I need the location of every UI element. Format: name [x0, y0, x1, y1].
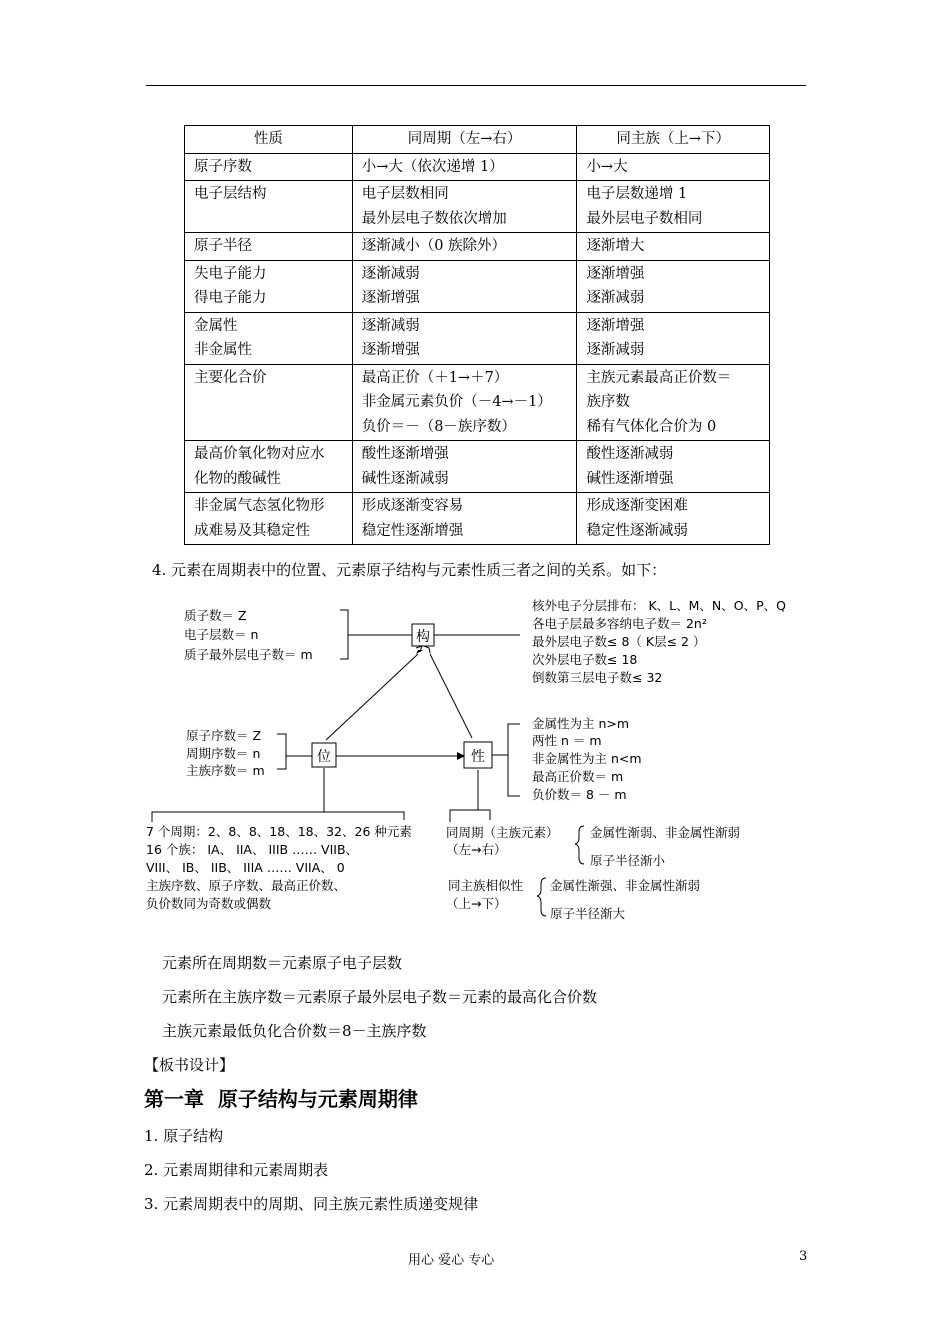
table-cell: 小→大	[577, 153, 770, 181]
label-shell-arrangement: 核外电子分层排布： K、L、M、N、O、P、Q	[532, 598, 786, 613]
table-cell: 原子半径	[185, 233, 353, 261]
table-cell: 最高价氧化物对应水 化物的酸碱性	[185, 441, 353, 493]
label-period-number: 周期序数＝ n	[186, 746, 261, 761]
table-cell: 形成逐渐变容易 稳定性逐渐增强	[352, 493, 577, 545]
node-structure: 构	[416, 629, 430, 645]
outline-item: 2. 元素周期律和元素周期表	[144, 1161, 329, 1179]
table-cell: 金属性 非金属性	[185, 312, 353, 364]
table-cell: 形成逐渐变困难 稳定性逐渐减弱	[577, 493, 770, 545]
outline-item: 1. 原子结构	[144, 1127, 224, 1145]
table-cell: 主族元素最高正价数＝ 族序数 稀有气体化合价为 0	[577, 364, 770, 441]
label-parity-rule-cont: 负价数同为奇数或偶数	[146, 896, 272, 911]
label-group-trend-1: 金属性渐强、非金属性渐弱	[550, 878, 701, 893]
label-third-outer-max: 倒数第三层电子数≤ 32	[532, 670, 663, 685]
table-cell: 原子序数	[185, 153, 353, 181]
label-parity-rule: 主族序数、原子序数、最高正价数、	[146, 878, 347, 893]
properties-table	[184, 125, 770, 545]
label-atomic-number: 原子序数＝ Z	[186, 728, 262, 743]
table-header: 同周期（左→右）	[352, 126, 577, 154]
table-cell: 逐渐减小（0 族除外）	[352, 233, 577, 261]
label-metallic: 金属性为主 n>m	[532, 716, 630, 731]
label-sixteen-groups: 16 个族： IA、 IIA、 IIIB …… VIIB、	[146, 842, 359, 857]
label-nonmetallic: 非金属性为主 n<m	[532, 751, 642, 766]
table-header: 同主族（上→下）	[577, 126, 770, 154]
label-same-period: 同周期（主族元素）	[446, 825, 559, 840]
chapter-title: 第一章 原子结构与元素周期律	[144, 1087, 418, 1111]
table-cell: 酸性逐渐减弱 碱性逐渐增强	[577, 441, 770, 493]
table-cell: 逐渐增强 逐渐减弱	[577, 260, 770, 312]
table-row	[185, 233, 770, 261]
label-outer-electrons: 质子最外层电子数＝ m	[184, 647, 313, 662]
label-group-trend-2: 原子半径渐大	[550, 906, 626, 920]
table-cell: 逐渐增大	[577, 233, 770, 261]
label-seven-periods: 7 个周期：2、8、8、18、18、32、26 种元素	[146, 824, 412, 839]
board-design-label: 【板书设计】	[144, 1056, 235, 1074]
table-row	[185, 181, 770, 233]
table-cell: 逐渐减弱 逐渐增强	[352, 312, 577, 364]
table-cell: 电子层结构	[185, 181, 353, 233]
table-cell: 失电子能力 得电子能力	[185, 260, 353, 312]
label-left-to-right: （左→右）	[446, 842, 507, 857]
table-cell: 主要化合价	[185, 364, 353, 441]
label-electron-shells: 电子层数＝ n	[184, 627, 259, 642]
label-period-trend-2: 原子半径渐小	[590, 853, 666, 868]
label-amphoteric: 两性 n ＝ m	[532, 733, 602, 748]
label-same-group: 同主族相似性	[448, 878, 524, 893]
label-negative-valence: 负价数＝ 8 － m	[532, 787, 627, 802]
table-cell: 逐渐减弱 逐渐增强	[352, 260, 577, 312]
relation-group: 元素所在主族序数＝元素原子最外层电子数＝元素的最高化合价数	[162, 988, 598, 1006]
label-outer-max: 最外层电子数≤ 8（ K层≤ 2 ）	[532, 634, 706, 649]
table-header-row	[185, 126, 770, 154]
table-cell: 逐渐增强 逐渐减弱	[577, 312, 770, 364]
table-header: 性质	[185, 126, 353, 154]
table-cell: 非金属气态氢化物形 成难易及其稳定性	[185, 493, 353, 545]
header-rule	[146, 85, 806, 86]
relationship-diagram	[140, 588, 830, 924]
outline-item: 3. 元素周期表中的周期、同主族元素性质递变规律	[144, 1195, 479, 1213]
label-max-per-shell: 各电子层最多容纳电子数＝ 2n²	[532, 616, 707, 631]
table-cell: 最高正价（＋1→＋7） 非金属元素负价（－4→－1） 负价＝－（8－族序数）	[352, 364, 577, 441]
table-row	[185, 441, 770, 493]
table-cell: 电子层数递增 1 最外层电子数相同	[577, 181, 770, 233]
table-row	[185, 493, 770, 545]
label-max-valence: 最高正价数＝ m	[532, 769, 624, 784]
node-position: 位	[317, 749, 331, 765]
table-row	[185, 260, 770, 312]
table-row	[185, 153, 770, 181]
label-proton-count: 质子数＝ Z	[184, 608, 247, 623]
table-row	[185, 312, 770, 364]
table-row	[185, 364, 770, 441]
diagram-intro: 4. 元素在周期表中的位置、元素原子结构与元素性质三者之间的关系。如下：	[152, 561, 667, 579]
label-top-to-bottom: （上→下）	[446, 896, 507, 911]
relation-period: 元素所在周期数＝元素原子电子层数	[162, 954, 403, 972]
label-groups-continued: VIII、 IB、 IIB、 IIIA …… VIIA、 0	[146, 860, 345, 875]
node-property: 性	[471, 749, 485, 765]
label-group-number: 主族序数＝ m	[186, 763, 265, 778]
label-second-outer-max: 次外层电子数≤ 18	[532, 652, 638, 667]
table-cell: 酸性逐渐增强 碱性逐渐减弱	[352, 441, 577, 493]
table-cell: 电子层数相同 最外层电子数依次增加	[352, 181, 577, 233]
page-number: 3	[799, 1249, 808, 1264]
table-cell: 小→大（依次递增 1）	[352, 153, 577, 181]
label-period-trend-1: 金属性渐弱、非金属性渐弱	[590, 825, 741, 840]
relation-negative: 主族元素最低负化合价数＝8－主族序数	[162, 1022, 427, 1040]
footer-motto: 用心 爱心 专心	[408, 1253, 495, 1268]
